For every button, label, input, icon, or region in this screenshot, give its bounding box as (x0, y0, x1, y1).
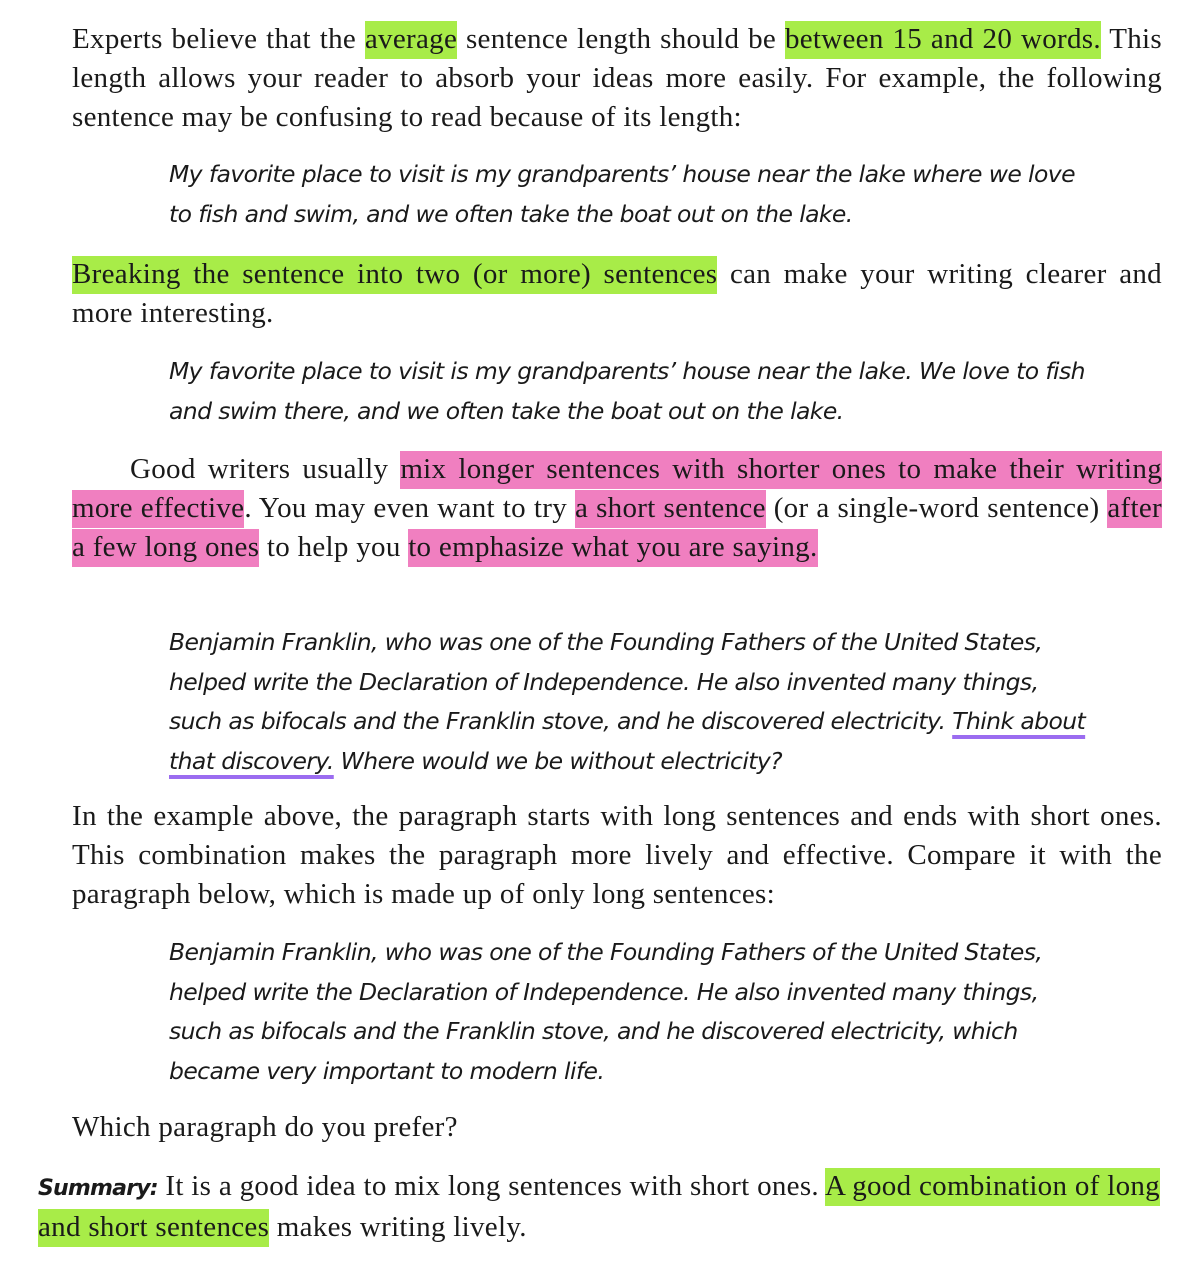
text: sentence length should be (457, 23, 785, 55)
highlight-green: Breaking the sentence into two (or more) sentences (72, 256, 717, 294)
example-line: became very important to modern life. (169, 1056, 605, 1085)
highlight-pink: after a few long ones (72, 490, 1162, 567)
text: . You may even want to try (244, 492, 575, 524)
example-line: My favorite place to visit is my grandparents’ house near the lake. We love to fish (169, 357, 1085, 385)
paragraph-breaking (72, 255, 1162, 333)
underline-purple: Think about (952, 707, 1086, 735)
paragraph-mix-sentences (72, 450, 1162, 567)
example-line: My favorite place to visit is my grandparents’ house near the lake where we love (169, 160, 1075, 188)
highlight-pink: mix longer sentences with shorter ones to make their writing more effective (72, 451, 1162, 528)
text: (or a single-word sentence) (765, 492, 1108, 524)
example-line: such as bifocals and the Franklin stove, and he discovered electricity, which (169, 1017, 1018, 1045)
paragraph-question (72, 1108, 1162, 1147)
text: Experts believe that the (72, 23, 365, 55)
example-line (169, 742, 1129, 782)
text: It is a good idea to mix long sentences with short ones. (157, 1170, 825, 1202)
highlight-pink: to emphasize what you are saying. (408, 529, 817, 567)
text: makes writing lively. (269, 1211, 527, 1243)
example-line: Benjamin Franklin, who was one of the Founding Fathers of the United States, (169, 938, 1043, 966)
example-line: Benjamin Franklin, who was one of the Founding Fathers of the United States, (169, 628, 1043, 656)
example-line: helped write the Declaration of Independence. He also invented many things, (169, 977, 1039, 1006)
highlight-pink: a short sentence (575, 490, 766, 528)
paragraph-example-analysis (72, 797, 1162, 914)
summary-paragraph (38, 1167, 1160, 1247)
text: This length allows your reader to absorb your ideas more easily. For example, the following sentence may be confusing to read because of its length: (72, 23, 1162, 133)
underline-purple: that discovery. (169, 746, 334, 775)
example-franklin-long (169, 933, 1129, 1091)
example-line: helped write the Declaration of Independence. He also invented many things, (169, 667, 1039, 696)
example-line: and swim there, and we often take the boat out on the lake. (169, 396, 844, 425)
highlight-green: A good combination of long and short sentences (38, 1168, 1160, 1247)
highlight-green: between 15 and 20 words. (785, 21, 1101, 59)
text: such as bifocals and the Franklin stove, and he discovered electricity. (169, 707, 953, 735)
text: Good writers usually (130, 453, 401, 485)
text: to help you (259, 531, 409, 563)
text: Which paragraph do you prefer? (72, 1111, 458, 1143)
example-line: to fish and swim, and we often take the boat out on the lake. (169, 199, 853, 228)
text: In the example above, the paragraph starts with long sentences and ends with short ones. This combination makes the paragraph more lively and effective. Compare it with the paragraph below, which is made up of only long sentences: (72, 800, 1162, 910)
example-line (169, 702, 1129, 742)
example-long-sentence (169, 155, 1129, 234)
text: can make your writing clearer and more interesting. (72, 258, 1162, 329)
example-franklin-short (169, 623, 1129, 781)
highlight-green: average (365, 21, 457, 59)
text: Where would we be without electricity? (333, 746, 783, 775)
summary-label: Summary: (38, 1176, 158, 1201)
paragraph-sentence-length (72, 20, 1162, 137)
example-split-sentence (169, 352, 1129, 431)
